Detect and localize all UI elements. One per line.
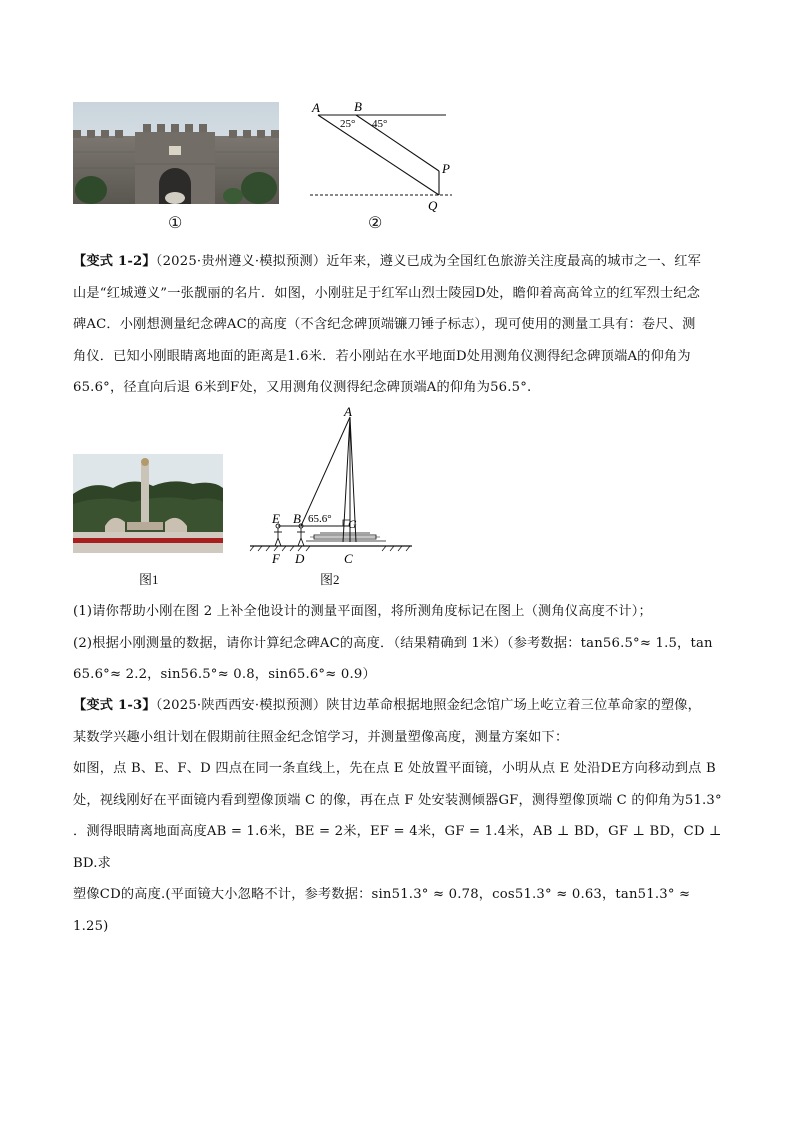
fig2-point-b: B — [293, 511, 301, 526]
fig2-point-d: D — [295, 551, 305, 565]
problem-1-2-line5: 65.6°，径直向后退 6米到F处，又用测角仪测得纪念碑顶端A的仰角为56.5°. — [73, 380, 532, 395]
diagram-angle-25: 25° — [340, 118, 356, 130]
question-2-line2: 65.6°≈ 2.2，sin56.5°≈ 0.8，sin65.6°≈ 0.9） — [73, 667, 376, 682]
diagram-angle-45: 45° — [372, 118, 388, 130]
fig2-point-a: A — [344, 405, 352, 419]
problem-1-3 — [73, 690, 723, 942]
problem-1-2-tag: 【变式 1-2】 — [73, 254, 156, 269]
fig2-caption: 图2 — [320, 572, 340, 587]
fig2-point-f: F — [272, 551, 280, 565]
fig2-point-e: E — [272, 511, 280, 526]
problem-1-3-line6: 塑像CD的高度.(平面镜大小忽略不计，参考数据：sin51.3° ≈ 0.78，cos51.3° ≈ 0.63，tan51.3° ≈ 1.25) — [73, 887, 691, 934]
problem-1-2 — [73, 246, 723, 404]
fig2-point-c: C — [344, 551, 353, 565]
problem-1-3-tag: 【变式 1-3】 — [73, 698, 156, 713]
problem-1-2-line3: 碑AC．小刚想测量纪念碑AC的高度（不含纪念碑顶端镰刀锤子标志），现可使用的测量工具有：卷尺、测 — [73, 317, 696, 332]
photo-label: ① — [168, 215, 183, 232]
problem-1-3-line5: ．测得眼睛离地面高度AB = 1.6米，BE = 2米，EF = 4米，GF = 1.4米，AB ⊥ BD，GF ⊥ BD，CD ⊥ BD.求 — [73, 824, 722, 871]
angle-diagram — [306, 98, 456, 214]
city-gate-photo — [73, 102, 279, 204]
problem-1-3-source: （2025·陕西西安·模拟预测） — [155, 698, 327, 713]
problem-1-3-line2: 某数学兴趣小组计划在假期前往照金纪念馆学习，并测量塑像高度，测量方案如下： — [73, 729, 569, 745]
problem-1-2-questions — [73, 596, 723, 691]
question-1: (1)请你帮助小刚在图 2 上补全他设计的测量平面图，将所测角度标记在图上（测角仪高度不计）； — [73, 604, 652, 619]
problem-1-2-line1: 【变式 1-2】（2025·贵州遵义·模拟预测）近年来，遵义已成为全国红色旅游关注度最高的城市之一、红军 — [73, 254, 702, 269]
diagram-label: ② — [368, 215, 383, 232]
question-2-line1: (2)根据小刚测量的数据，请你计算纪念碑AC的高度．（结果精确到 1米）（参考数据：tan56.5°≈ 1.5，tan — [73, 635, 713, 651]
fig2-angle: 65.6° — [308, 513, 332, 525]
problem-1-2-line4: 角仪．已知小刚眼睛离地面的距离是1.6米．若小刚站在水平地面D处用测角仪测得纪念碑顶端A的仰角为 — [73, 348, 691, 364]
diagram-point-a: A — [312, 100, 320, 115]
fig1-caption: 图1 — [139, 572, 159, 587]
problem-1-2-source: （2025·贵州遵义·模拟预测） — [155, 254, 327, 269]
problem-1-2-line2: 山是“红城遵义”一张靓丽的名片．如图，小刚驻足于红军山烈士陵园D处，瞻仰着高高耸立的红军烈士纪念 — [73, 285, 701, 301]
diagram-point-b: B — [354, 99, 362, 114]
monument-photo — [73, 454, 223, 553]
fig2-point-g: G — [348, 517, 357, 531]
diagram-point-p: P — [442, 161, 450, 176]
measurement-diagram — [246, 405, 416, 565]
problem-1-3-line3: 如图，点 B、E、F、D 四点在同一条直线上，先在点 E 处放置平面镜，小明从点 E 处沿DE方向移动到点 B — [73, 761, 716, 776]
problem-1-3-line4: 处，视线刚好在平面镜内看到塑像顶端 C 的像，再在点 F 处安装测倾器GF，测得塑像顶端 C 的仰角为51.3° — [73, 792, 722, 808]
diagram-point-q: Q — [428, 198, 438, 213]
problem-1-3-line1: 【变式 1-3】（2025·陕西西安·模拟预测）陕甘边革命根据地照金纪念馆广场上屹立着三位革命家的塑像， — [73, 698, 702, 713]
